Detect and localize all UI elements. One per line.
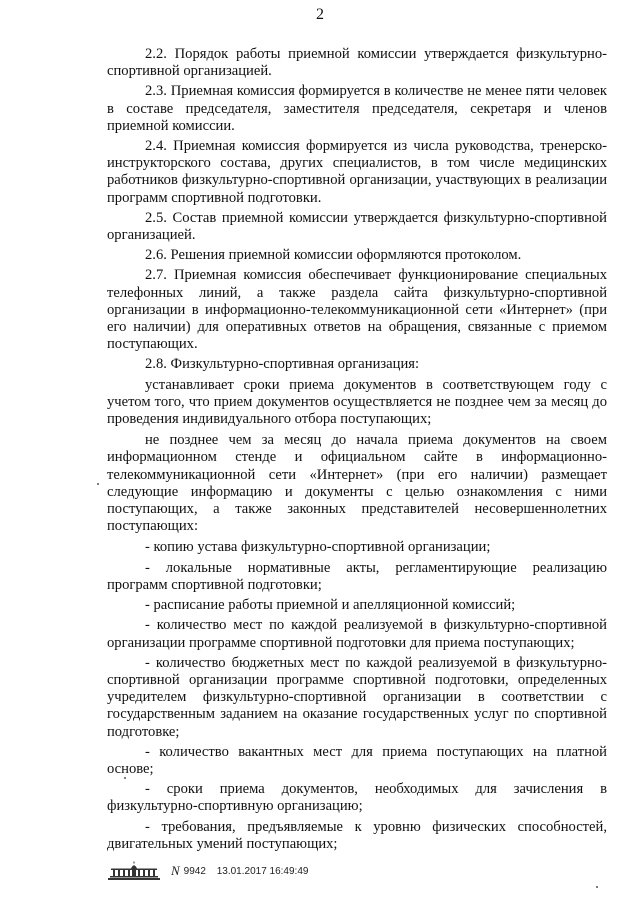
scan-speck xyxy=(596,886,598,888)
registration-footer xyxy=(107,861,316,881)
list-item: - копию устава физкультурно-спортивной организации; xyxy=(145,539,491,556)
list-item: - локальные нормативные акты, регламентирующие реализацию программ спортивной подготовки; xyxy=(107,559,607,593)
clause-deadlines: устанавливает сроки приема документов в соответствующем году с учетом того, что прием документов осуществляется не позднее чем за месяц до проведения индивидуального отбора поступающих; xyxy=(107,376,607,428)
registration-mark: N xyxy=(171,863,180,878)
paragraph-2-6: 2.6. Решения приемной комиссии оформляются протоколом. xyxy=(145,247,522,264)
scan-speck xyxy=(124,777,126,779)
list-item: - сроки приема документов, необходимых для зачисления в физкультурно-спортивную организацию; xyxy=(107,781,607,815)
list-item: - требования, предъявляемые к уровню физических способностей, двигательных умений поступающих; xyxy=(107,818,607,852)
list-item: - количество бюджетных мест по каждой реализуемой в физкультурно-спортивной организации программе спортивной подготовки, определенных учредителем физкультурно-спортивной организации в соответствии с государственным заданием на оказание государственных услуг по спортивной подготовке; xyxy=(107,654,607,740)
document-body xyxy=(107,46,607,856)
paragraph-2-3: 2.3. Приемная комиссия формируется в количестве не менее пяти человек в составе председателя, заместителя председателя, секретаря и членов приемной комиссии. xyxy=(107,83,607,134)
list-item: - количество мест по каждой реализуемой в физкультурно-спортивной организации программе спортивной подготовки для приема поступающих; xyxy=(107,617,607,651)
registration-info xyxy=(184,866,317,877)
page-number: 2 xyxy=(316,6,324,23)
registration-datetime: 13.01.2017 16:49:49 xyxy=(216,865,309,877)
paragraph-2-7: 2.7. Приемная комиссия обеспечивает функционирование специальных телефонных линий, а также раздела сайта физкультурно-спортивной организации в информационно-телекоммуникационной сети «Интернет» (при его наличии) для оперативных ответов на обращения, связанные с приемом поступающих. xyxy=(107,267,607,353)
registration-number: 9942 xyxy=(183,865,206,877)
paragraph-2-2: 2.2. Порядок работы приемной комиссии утверждается физкультурно-спортивной организацией. xyxy=(107,46,607,80)
paragraph-2-4: 2.4. Приемная комиссия формируется из числа руководства, тренерско-инструкторского состава, других специалистов, в том числе медицинских работников физкультурно-спортивной организации, участвующих в реализации программ спортивной подготовки. xyxy=(107,138,607,206)
paragraph-2-8: 2.8. Физкультурно-спортивная организация: xyxy=(145,356,420,373)
clause-publication: не позднее чем за месяц до начала приема документов на своем информационном стенде и официальном сайте в информационно-телекоммуникационной сети «Интернет» (при его наличии) размещает следующие информацию и документы с целью ознакомления с ними поступающих, а также законных представителей несовершеннолетних поступающих: xyxy=(107,432,607,535)
list-item: - количество вакантных мест для приема поступающих на платной основе; xyxy=(107,743,607,777)
paragraph-2-5: 2.5. Состав приемной комиссии утверждается физкультурно-спортивной организацией. xyxy=(107,209,607,244)
scan-speck xyxy=(97,483,99,485)
list-item: - расписание работы приемной и апелляционной комиссий; xyxy=(145,597,516,614)
government-building-icon xyxy=(107,861,161,881)
